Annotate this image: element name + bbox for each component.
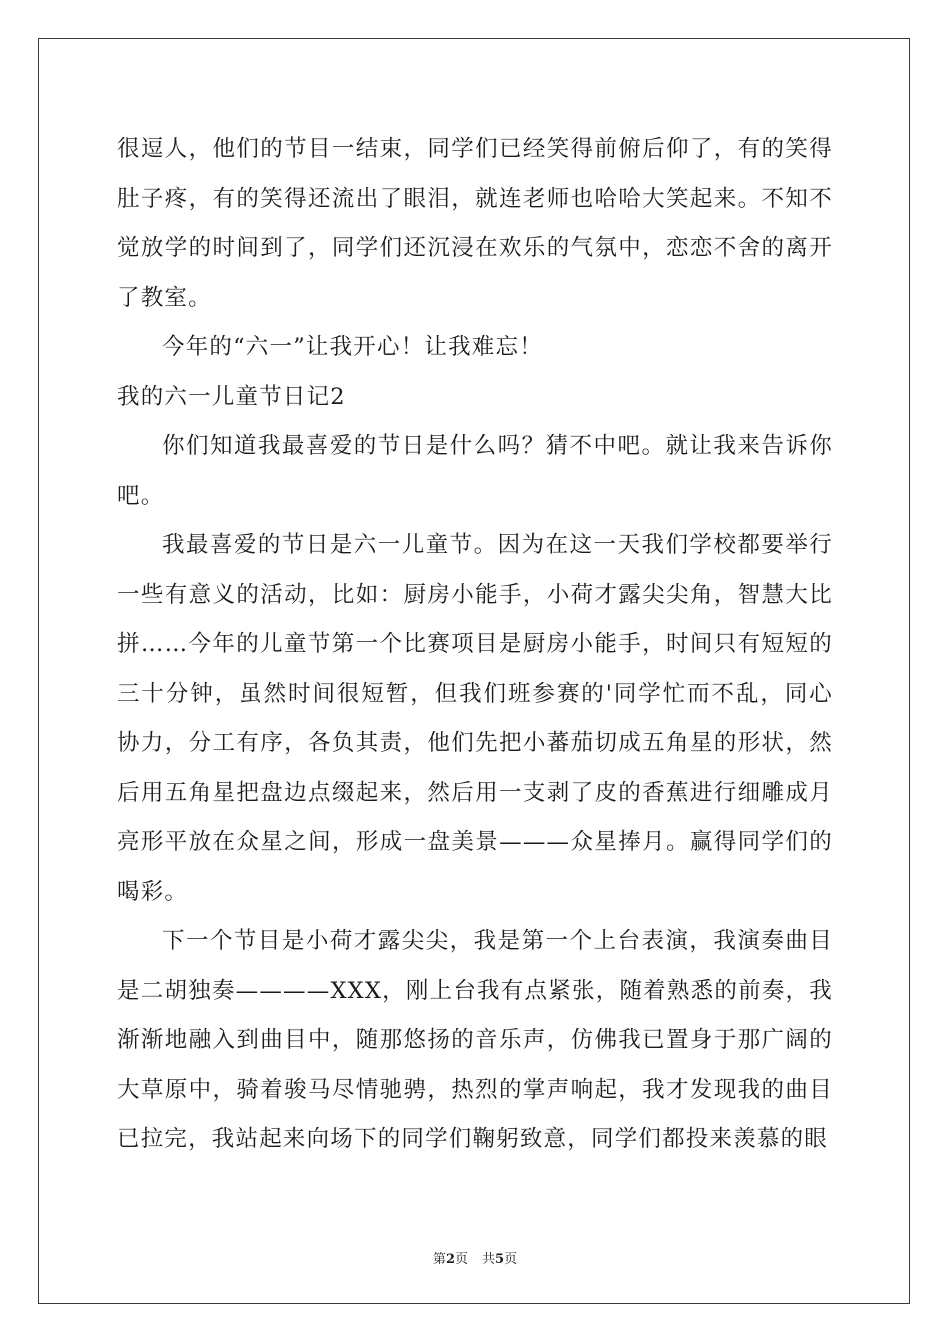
document-body [117, 125, 833, 1165]
paragraph-closing: 今年的“六一”让我开心！让我难忘！ [162, 334, 543, 360]
page-number-label: 第2页 [432, 1252, 468, 1267]
paragraph-performance: 下一个节目是小荷才露尖尖，我是第一个上台表演，我演奏曲目是二胡独奏————XXX，刚上台我有点紧张，随着熟悉的前奏，我渐渐地融入到曲目中，随那悠扬的音乐声，仿佛我已置身于那广阔的大草原中，骑着骏马尽情驰骋，热烈的掌声响起，我才发现我的曲目已拉完，我站起来向场下的同学们鞠躬致意，同学们都投来羡慕的眼 [117, 928, 833, 1152]
paragraph-favorite-holiday: 我最喜爱的节日是六一儿童节。因为在这一天我们学校都要举行一些有意义的活动，比如：厨房小能手，小荷才露尖尖角，智慧大比拼……今年的儿童节第一个比赛项目是厨房小能手，时间只有短短的三十分钟，虽然时间很短暂，但我们班参赛的'同学忙而不乱，同心协力，分工有序，各负其责，他们先把小蕃茄切成五角星的形状，然后用五角星把盘边点缀起来，然后用一支剥了皮的香蕉进行细雕成月亮形平放在众星之间，形成一盘美景———众星捧月。赢得同学们的喝彩。 [117, 532, 833, 905]
section-heading: 我的六一儿童节日记2 [117, 383, 346, 410]
paragraph-intro: 你们知道我最喜爱的节日是什么吗？猜不中吧。就让我来告诉你吧。 [117, 433, 833, 509]
paragraph-continuation: 很逗人，他们的节目一结束，同学们已经笑得前俯后仰了，有的笑得肚子疼，有的笑得还流出了眼泪，就连老师也哈哈大笑起来。不知不觉放学的时间到了，同学们还沉浸在欢乐的气氛中，恋恋不舍的离开了教室。 [117, 136, 833, 311]
page-total-label: 共5页 [482, 1252, 518, 1267]
page-footer [0, 1248, 950, 1267]
